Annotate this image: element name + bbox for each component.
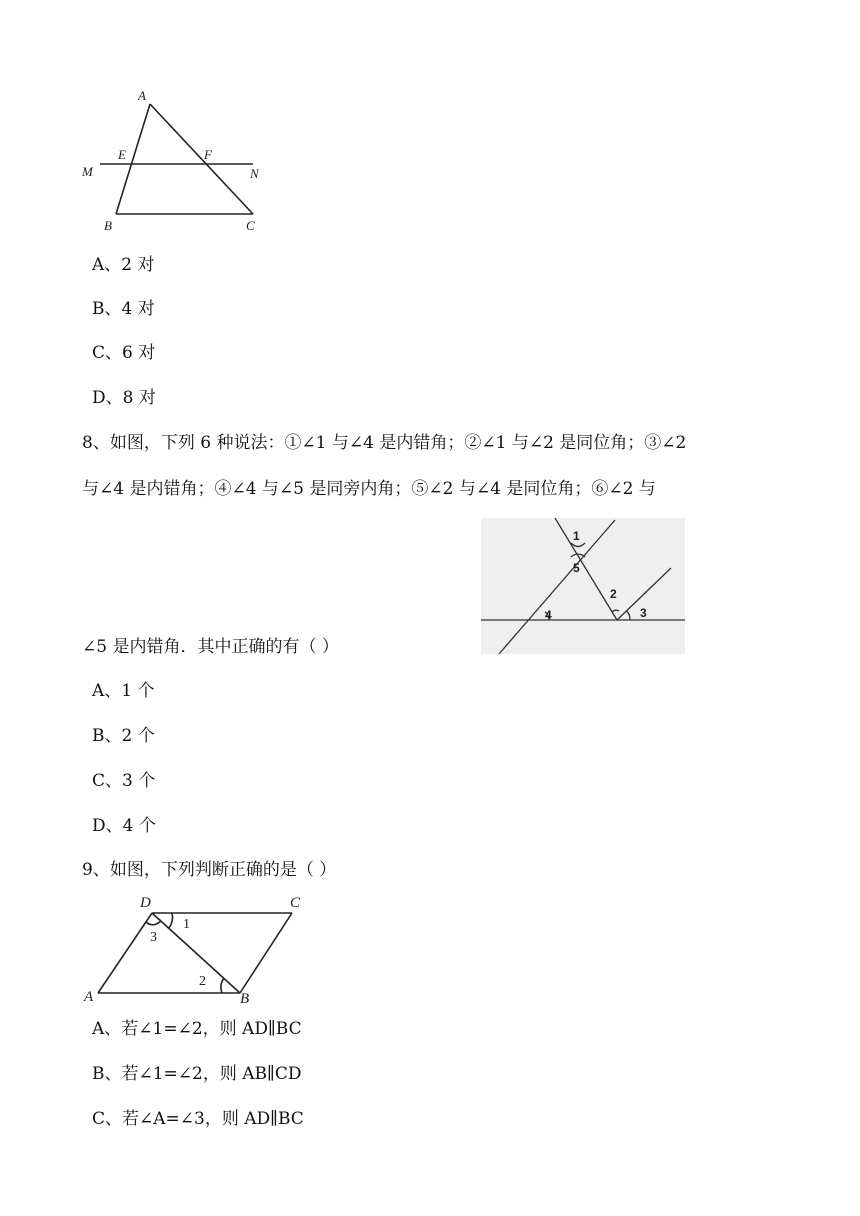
point-label-a: A	[84, 989, 94, 1005]
angle-label-3: 3	[640, 606, 647, 620]
q9-option-a: A、若∠1=∠2，则 AD∥BC	[92, 1019, 302, 1039]
angle-label-2: 2	[610, 587, 617, 601]
label-a: A	[138, 88, 146, 103]
point-label-c: C	[290, 895, 301, 911]
segment-da	[98, 913, 152, 993]
segment-cb	[240, 913, 292, 993]
diagonal-db	[152, 913, 240, 993]
q8-option-a: A、1 个	[92, 681, 155, 701]
point-label-d: D	[140, 895, 151, 911]
label-m: M	[82, 164, 93, 179]
label-n: N	[250, 166, 259, 181]
angle-arc-2	[221, 978, 224, 993]
q7-option-c: C、6 对	[92, 343, 156, 363]
figure-quadrilateral-abcd	[80, 892, 320, 1012]
angle-label-4: 4	[545, 608, 552, 622]
q8-stem-line2: 与∠4 是内错角；④∠4 与∠5 是同旁内角；⑤∠2 与∠4 是同位角；⑥∠2 与	[82, 479, 656, 499]
angle-arc-3	[146, 921, 161, 925]
q8-stem-line3: ∠5 是内错角．其中正确的有（ ）	[82, 637, 339, 657]
q7-option-b: B、4 对	[92, 299, 155, 319]
q7-option-a: A、2 对	[92, 255, 155, 275]
q8-stem-line1: 8、如图，下列 6 种说法：①∠1 与∠4 是内错角；②∠1 与∠2 是同位角；③∠2	[82, 433, 687, 453]
q9-option-c: C、若∠A=∠3，则 AD∥BC	[92, 1109, 304, 1129]
point-label-b: B	[240, 991, 250, 1007]
q9-stem: 9、如图，下列判断正确的是（ ）	[82, 860, 337, 880]
label-b: B	[104, 218, 112, 233]
q8-option-c: C、3 个	[92, 771, 156, 791]
angle-arc-1	[169, 913, 173, 928]
q9-option-b: B、若∠1=∠2，则 AB∥CD	[92, 1064, 302, 1084]
segment-ac	[150, 104, 253, 214]
angle-label-2: 2	[199, 974, 206, 989]
label-c: C	[246, 218, 255, 233]
figure-angles-1-5	[481, 518, 685, 654]
angle-label-5: 5	[573, 561, 580, 575]
angle-label-3: 3	[150, 930, 157, 945]
angle-label-1: 1	[183, 917, 190, 932]
figure-background	[481, 518, 685, 654]
figure-triangle-mn	[70, 80, 280, 240]
angle-label-1: 1	[573, 529, 580, 543]
label-f: F	[204, 147, 212, 162]
label-e: E	[118, 147, 126, 162]
q7-option-d: D、8 对	[92, 388, 156, 408]
q8-option-d: D、4 个	[92, 816, 156, 836]
q8-option-b: B、2 个	[92, 726, 155, 746]
